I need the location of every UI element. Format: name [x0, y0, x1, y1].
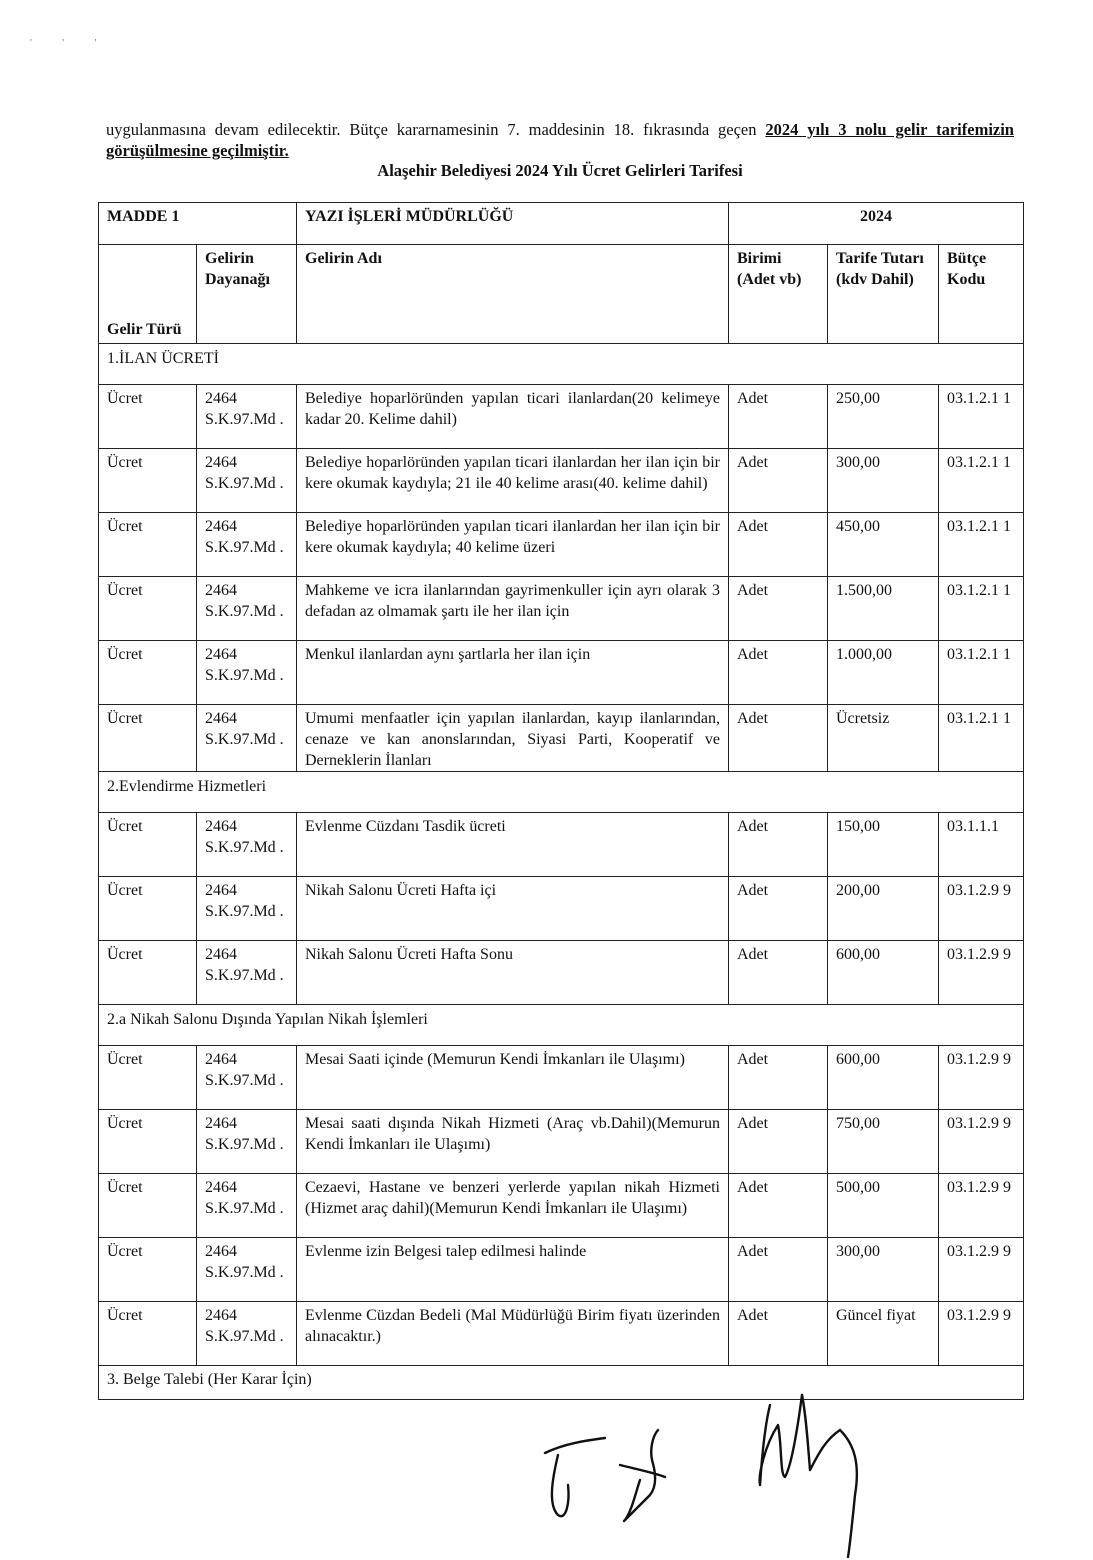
cell-gelir-adi: Nikah Salonu Ücreti Hafta içi [297, 877, 729, 941]
table-row [99, 641, 1024, 705]
cell-butce-kodu: 03.1.2.9 9 [939, 877, 1024, 941]
cell-gelir-turu: Ücret [99, 705, 197, 772]
section-title: 2.Evlendirme Hizmetleri [99, 772, 1024, 813]
cell-birim: Adet [729, 577, 828, 641]
cell-tutar: Ücretsiz [828, 705, 939, 772]
header-adi: Gelirin Adı [297, 245, 729, 344]
year-cell: 2024 [729, 203, 1024, 245]
cell-tutar: 300,00 [828, 1238, 939, 1302]
table-row [99, 577, 1024, 641]
table-row [99, 1302, 1024, 1366]
header-dayanak: Gelirin Dayanağı [197, 245, 297, 344]
table-row [99, 1046, 1024, 1110]
cell-dayanak: 2464 S.K.97.Md . [197, 641, 297, 705]
cell-gelir-turu: Ücret [99, 1046, 197, 1110]
header-kod: Bütçe Kodu [939, 245, 1024, 344]
scan-marks: ' ' ' [30, 38, 111, 49]
cell-birim: Adet [729, 1238, 828, 1302]
cell-dayanak: 2464 S.K.97.Md . [197, 513, 297, 577]
handwritten-signatures [540, 1385, 880, 1560]
cell-tutar: 1.000,00 [828, 641, 939, 705]
department-cell: YAZI İŞLERİ MÜDÜRLÜĞÜ [297, 203, 729, 245]
cell-tutar: 150,00 [828, 813, 939, 877]
cell-gelir-adi: Umumi menfaatler için yapılan ilanlardan, kayıp ilanlarından, cenaze ve kan anonslarından, Siyasi Parti, Kooperatif ve Derneklerin İlanları [297, 705, 729, 772]
table-row [99, 941, 1024, 1005]
cell-dayanak: 2464 S.K.97.Md . [197, 1238, 297, 1302]
cell-butce-kodu: 03.1.2.9 9 [939, 1046, 1024, 1110]
cell-gelir-turu: Ücret [99, 1302, 197, 1366]
cell-gelir-adi: Nikah Salonu Ücreti Hafta Sonu [297, 941, 729, 1005]
cell-tutar: 200,00 [828, 877, 939, 941]
cell-gelir-adi: Cezaevi, Hastane ve benzeri yerlerde yapılan nikah Hizmeti (Hizmet araç dahil)(Memurun Kendi İmkanları ile Ulaşımı) [297, 1174, 729, 1238]
cell-gelir-adi: Mahkeme ve icra ilanlarından gayrimenkuller için ayrı olarak 3 defadan az olmamak şartı ile her ilan için [297, 577, 729, 641]
cell-butce-kodu: 03.1.2.9 9 [939, 1238, 1024, 1302]
table-row [99, 877, 1024, 941]
document-title: Alaşehir Belediyesi 2024 Yılı Ücret Gelirleri Tarifesi [377, 161, 743, 180]
cell-butce-kodu: 03.1.1.1 [939, 813, 1024, 877]
table-row [99, 705, 1024, 772]
cell-gelir-turu: Ücret [99, 941, 197, 1005]
cell-gelir-turu: Ücret [99, 513, 197, 577]
cell-gelir-turu: Ücret [99, 813, 197, 877]
cell-gelir-turu: Ücret [99, 1238, 197, 1302]
cell-tutar: 300,00 [828, 449, 939, 513]
cell-butce-kodu: 03.1.2.9 9 [939, 941, 1024, 1005]
cell-gelir-turu: Ücret [99, 449, 197, 513]
cell-dayanak: 2464 S.K.97.Md . [197, 1110, 297, 1174]
section-title: 1.İLAN ÜCRETİ [99, 344, 1024, 385]
section-row [99, 772, 1024, 813]
cell-birim: Adet [729, 1302, 828, 1366]
cell-gelir-turu: Ücret [99, 641, 197, 705]
cell-birim: Adet [729, 877, 828, 941]
cell-dayanak: 2464 S.K.97.Md . [197, 877, 297, 941]
cell-gelir-turu: Ücret [99, 1174, 197, 1238]
cell-birim: Adet [729, 641, 828, 705]
section-title: 3. Belge Talebi (Her Karar İçin) [99, 1366, 1024, 1400]
cell-dayanak: 2464 S.K.97.Md . [197, 449, 297, 513]
cell-tutar: 1.500,00 [828, 577, 939, 641]
cell-gelir-adi: Belediye hoparlöründen yapılan ticari ilanlardan her ilan için bir kere okumak kaydıyla; 21 ile 40 kelime arası(40. kelime dahil) [297, 449, 729, 513]
header-tutar: Tarife Tutarı (kdv Dahil) [828, 245, 939, 344]
table-row [99, 813, 1024, 877]
section-title: 2.a Nikah Salonu Dışında Yapılan Nikah İşlemleri [99, 1005, 1024, 1046]
cell-butce-kodu: 03.1.2.9 9 [939, 1174, 1024, 1238]
cell-dayanak: 2464 S.K.97.Md . [197, 1046, 297, 1110]
cell-butce-kodu: 03.1.2.1 1 [939, 513, 1024, 577]
cell-butce-kodu: 03.1.2.9 9 [939, 1110, 1024, 1174]
intro-paragraph: uygulanmasına devam edilecektir. Bütçe kararnamesinin 7. maddesinin 18. fıkrasında geçen 2024 yılı 3 nolu gelir tarifemizin görüşülmesine geçilmiştir. [106, 120, 1014, 160]
table-row [99, 513, 1024, 577]
cell-tutar: 750,00 [828, 1110, 939, 1174]
cell-gelir-adi: Mesai Saati içinde (Memurun Kendi İmkanları ile Ulaşımı) [297, 1046, 729, 1110]
cell-gelir-turu: Ücret [99, 577, 197, 641]
cell-birim: Adet [729, 705, 828, 772]
cell-butce-kodu: 03.1.2.1 1 [939, 577, 1024, 641]
cell-gelir-adi: Mesai saati dışında Nikah Hizmeti (Araç vb.Dahil)(Memurun Kendi İmkanları ile Ulaşımı) [297, 1110, 729, 1174]
table-row [99, 1238, 1024, 1302]
cell-tutar: 250,00 [828, 385, 939, 449]
cell-dayanak: 2464 S.K.97.Md . [197, 1174, 297, 1238]
section-row [99, 1005, 1024, 1046]
cell-birim: Adet [729, 813, 828, 877]
cell-butce-kodu: 03.1.2.1 1 [939, 385, 1024, 449]
cell-dayanak: 2464 S.K.97.Md . [197, 577, 297, 641]
cell-tutar: 450,00 [828, 513, 939, 577]
cell-butce-kodu: 03.1.2.1 1 [939, 449, 1024, 513]
cell-dayanak: 2464 S.K.97.Md . [197, 705, 297, 772]
intro-bold-text: 2024 yılı 3 nolu gelir tarifemizin görüşülmesine geçilmiştir. [106, 120, 1014, 160]
cell-gelir-adi: Menkul ilanlardan aynı şartlarla her ilan için [297, 641, 729, 705]
cell-birim: Adet [729, 449, 828, 513]
table-row [99, 385, 1024, 449]
cell-gelir-adi: Belediye hoparlöründen yapılan ticari ilanlardan her ilan için bir kere okumak kaydıyla; 40 kelime üzeri [297, 513, 729, 577]
cell-dayanak: 2464 S.K.97.Md . [197, 941, 297, 1005]
column-header-row [99, 245, 1024, 344]
table-row [99, 449, 1024, 513]
cell-gelir-adi: Evlenme izin Belgesi talep edilmesi halinde [297, 1238, 729, 1302]
cell-gelir-turu: Ücret [99, 877, 197, 941]
cell-gelir-turu: Ücret [99, 1110, 197, 1174]
cell-birim: Adet [729, 1174, 828, 1238]
header-birim: Birimi (Adet vb) [729, 245, 828, 344]
cell-gelir-adi: Evlenme Cüzdanı Tasdik ücreti [297, 813, 729, 877]
cell-butce-kodu: 03.1.2.1 1 [939, 705, 1024, 772]
table-row [99, 1174, 1024, 1238]
cell-dayanak: 2464 S.K.97.Md . [197, 813, 297, 877]
cell-birim: Adet [729, 385, 828, 449]
cell-tutar: Güncel fiyat [828, 1302, 939, 1366]
cell-dayanak: 2464 S.K.97.Md . [197, 1302, 297, 1366]
cell-tutar: 500,00 [828, 1174, 939, 1238]
table-row [99, 1110, 1024, 1174]
cell-tutar: 600,00 [828, 941, 939, 1005]
cell-butce-kodu: 03.1.2.9 9 [939, 1302, 1024, 1366]
header-gelir-turu: Gelir Türü [99, 245, 197, 344]
cell-gelir-adi: Belediye hoparlöründen yapılan ticari ilanlardan(20 kelimeye kadar 20. Kelime dahil) [297, 385, 729, 449]
cell-tutar: 600,00 [828, 1046, 939, 1110]
cell-butce-kodu: 03.1.2.1 1 [939, 641, 1024, 705]
cell-birim: Adet [729, 1046, 828, 1110]
cell-birim: Adet [729, 1110, 828, 1174]
madde-cell: MADDE 1 [99, 203, 297, 245]
cell-gelir-turu: Ücret [99, 385, 197, 449]
cell-birim: Adet [729, 513, 828, 577]
section-row [99, 344, 1024, 385]
table-header-row [99, 203, 1024, 245]
tariff-table [98, 202, 1024, 1400]
cell-dayanak: 2464 S.K.97.Md . [197, 385, 297, 449]
cell-birim: Adet [729, 941, 828, 1005]
cell-gelir-adi: Evlenme Cüzdan Bedeli (Mal Müdürlüğü Birim fiyatı üzerinden alınacaktır.) [297, 1302, 729, 1366]
